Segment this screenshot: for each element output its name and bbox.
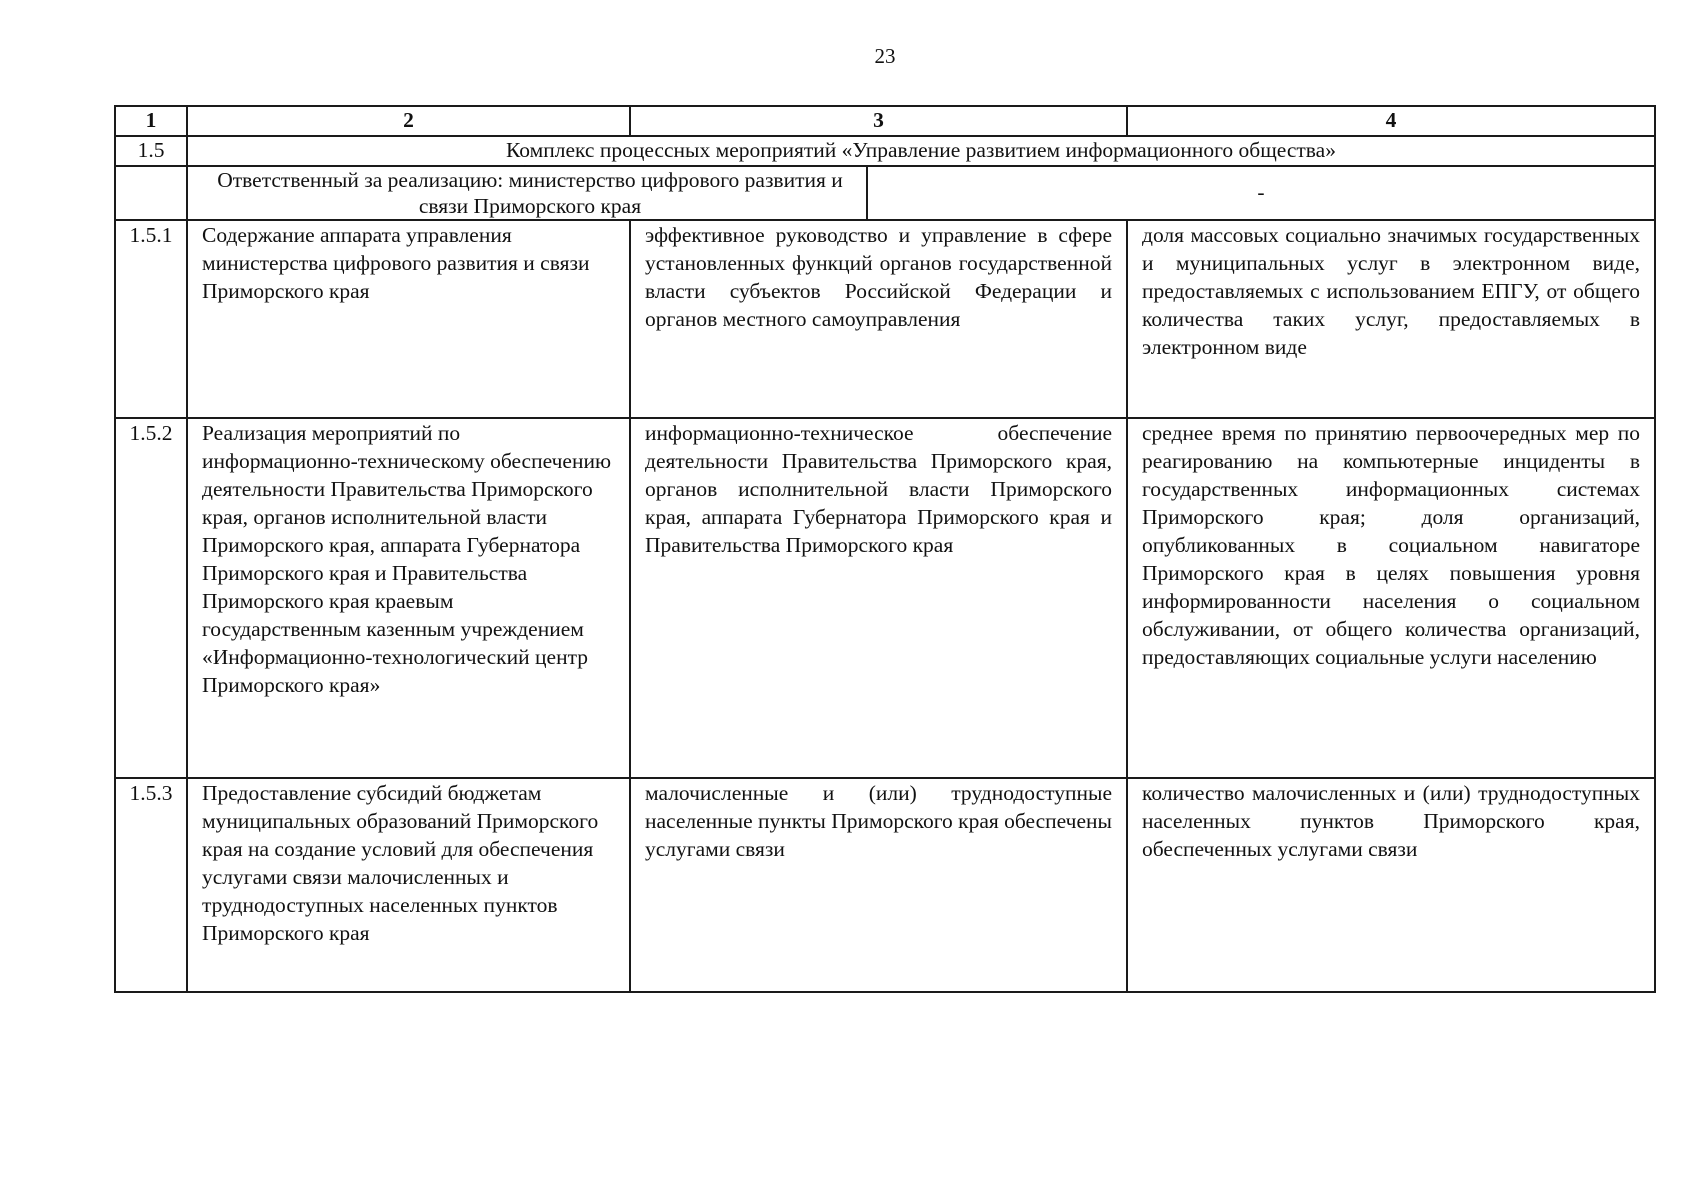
row-number: 1.5.1 <box>115 220 187 418</box>
row-task: Реализация мероприятий по информационно-техническому обеспечению деятельности Правительства Приморского края, органов исполнительной власти Приморского края, аппарата Губернатора Приморского края и Правительства Приморского края краевым государственным казенным учреждением «Информационно-технологический центр Приморского края» <box>187 418 630 778</box>
row-task: Предоставление субсидий бюджетам муниципальных образований Приморского края на создание условий для обеспечения услугами связи малочисленных и труднодоступных населенных пунктов Приморского края <box>187 778 630 992</box>
row-number: 1.5.3 <box>115 778 187 992</box>
row-indicator: количество малочисленных и (или) труднодоступных населенных пунктов Приморского края, обеспеченных услугами связи <box>1127 778 1655 992</box>
header-cell-2: 2 <box>187 106 630 136</box>
section-number: 1.5 <box>115 136 187 166</box>
responsible-row <box>115 166 1655 220</box>
table-row <box>115 220 1655 418</box>
page-number: 23 <box>874 44 896 68</box>
row-number: 1.5.2 <box>115 418 187 778</box>
responsible-cell <box>187 166 1655 220</box>
responsible-dash: - <box>1257 180 1265 204</box>
row-indicator: среднее время по принятию первоочередных мер по реагированию на компьютерные инциденты в государственных информационных системах Приморского края; доля организаций, опубликованных в социальном навигаторе Приморского края в целях повышения уровня информированности населения о социальном обслуживании, от общего количества организаций, предоставляющих социальные услуги населению <box>1127 418 1655 778</box>
table-row <box>115 778 1655 992</box>
header-cell-1: 1 <box>115 106 187 136</box>
header-cell-4: 4 <box>1127 106 1655 136</box>
responsible-empty-cell <box>115 166 187 220</box>
section-row <box>115 136 1655 166</box>
table-row <box>115 418 1655 778</box>
row-effect: эффективное руководство и управление в сфере установленных функций органов государственной власти субъектов Российской Федерации и органов местного самоуправления <box>630 220 1127 418</box>
responsible-text: Ответственный за реализацию: министерство цифрового развития и связи Приморского края <box>188 167 868 219</box>
row-effect: малочисленные и (или) труднодоступные населенные пункты Приморского края обеспечены услугами связи <box>630 778 1127 992</box>
row-task: Содержание аппарата управления министерства цифрового развития и связи Приморского края <box>187 220 630 418</box>
row-indicator: доля массовых социально значимых государственных и муниципальных услуг в электронном виде, предоставляемых с использованием ЕПГУ, от общего количества таких услуг, предоставляемых в электронном виде <box>1127 220 1655 418</box>
measures-table <box>114 105 1656 993</box>
header-row <box>115 106 1655 136</box>
row-effect: информационно-техническое обеспечение деятельности Правительства Приморского края, органов исполнительной власти Приморского края, аппарата Губернатора Приморского края и Правительства Приморского края <box>630 418 1127 778</box>
section-title: Комплекс процессных мероприятий «Управление развитием информационного общества» <box>187 136 1655 166</box>
header-cell-3: 3 <box>630 106 1127 136</box>
